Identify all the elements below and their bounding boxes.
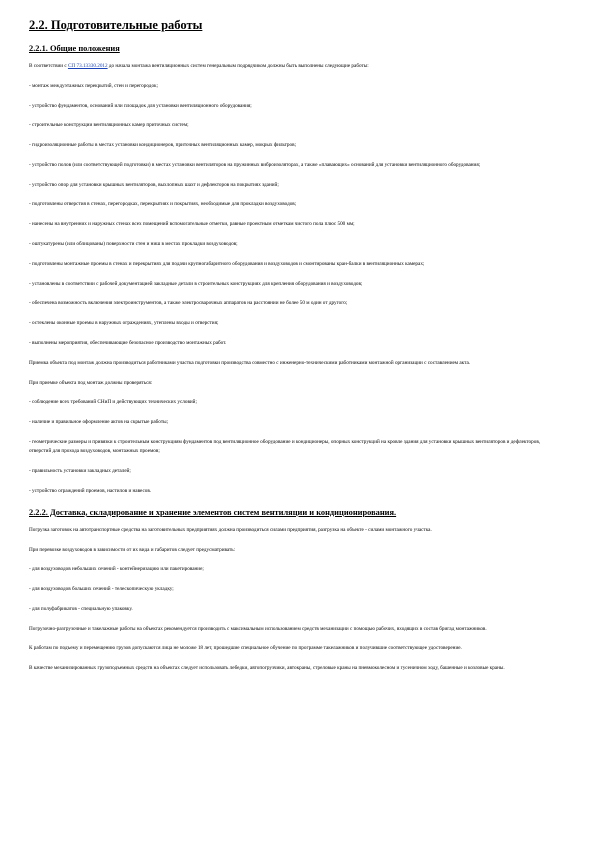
list-item: - для воздуховодов больших сечений - телескопическую укладку;: [29, 586, 174, 593]
list-item: - гидроизоляционные работы в местах установки кондиционеров, приточных вентиляционных камер, мокрых фильтров;: [29, 142, 297, 149]
section-heading-delivery: 2.2.2. Доставка, складирование и хранение элементов систем вентиляции и кондиционирования.: [29, 507, 397, 517]
list-item: - подготовлены отверстия в стенах, перегородках, перекрытиях и покрытиях, необходимые для прокладки воздуховодов;: [29, 201, 297, 208]
list-item: - остеклены оконные проемы в наружных ограждениях, утеплены входы и отверстия;: [29, 320, 219, 327]
list-item: - устройство ограждений проемов, настилов и навесов.: [29, 488, 152, 494]
list-item: - монтаж междуэтажных перекрытий, стен и перегородок;: [29, 82, 158, 89]
page-title: 2.2. Подготовительные работы: [29, 18, 203, 32]
list-item: - для воздуховодов небольших сечений - контейнеризацию или пакетирование;: [29, 566, 204, 573]
list-item: - соблюдение всех требований СНиП и действующих технических условий;: [29, 399, 197, 406]
list-item: - установлены в соответствии с рабочей документацией закладные детали в строительных конструкциях для крепления оборудования и воздуховодов;: [29, 280, 363, 287]
list-item: - нанесены на внутренних и наружных стенах всех помещений вспомогательные отметки, равные проектным отметкам чистого пола плюс 500 мм;: [29, 221, 355, 228]
list-item: - наличие и правильное оформление актов на скрытые работы;: [29, 419, 169, 426]
list-item: - выполнены мероприятия, обеспечивающие безопасное производство монтажных работ.: [29, 339, 227, 346]
section-heading-general: 2.2.1. Общие положения: [29, 44, 120, 53]
list-item: - строительные конструкции вентиляционных камер приточных систем;: [29, 122, 189, 129]
paragraph: При перевозке воздуховодов в зависимости от их вида и габаритов следует предусматривать:: [29, 546, 236, 553]
paragraph: К работам по подъему и перемещению грузов допускаются лица не моложе 18 лет, прошедшие специальное обучение по программе такелажников и получившие соответствующее удостоверение.: [29, 645, 462, 652]
paragraph: В качестве механизированных грузоподъемных средств на объектах следует использовать лебедки, автопогрузчики, автокраны, стреловые краны на пневмоколесном и гусеничном ходу, башенные и козловые краны.: [29, 665, 505, 672]
list-item: - правильность установки закладных деталей;: [29, 468, 131, 475]
paragraph-intro: [29, 62, 555, 72]
paragraph: Погрузочно-разгрузочные и такелажные работы на объектах рекомендуется производить с максимальным использованием средств механизации с помощью рабочих, входящих в состав бригад монтажников.: [29, 625, 487, 632]
list-item: - геометрические размеры и привязки к строительным конструкциям фундаментов под вентиляционное оборудование и кондиционеры, опорных конструкций на кровле здания для установки крышных вентиляторов и дефлекторов, отверстий для прохода воздуховодов, монтажных проемов;: [29, 438, 541, 455]
list-item: - устройство опор для установки крышных вентиляторов, выхлопных шахт и дефлекторов на покрытиях зданий;: [29, 181, 279, 188]
intro-text-after: до начала монтажа вентиляционных систем генеральным подрядчиком должны быть выполнены следующие работы:: [107, 63, 369, 69]
list-item: - устройство фундаментов, оснований или площадок для установки вентиляционного оборудования;: [29, 102, 252, 109]
list-item: - обеспечена возможность включения электроинструментов, а также электросварочных аппаратов на расстоянии не более 50 м один от другого;: [29, 300, 348, 307]
paragraph: При приемке объекта под монтаж должны проверяться:: [29, 379, 153, 386]
sp-reference-link[interactable]: СП 73.13330.2012: [67, 63, 108, 69]
intro-text-before: В соответствии с: [29, 63, 68, 69]
list-item: - оштукатурены (или облицованы) поверхности стен и ниш в местах прокладки воздуховодов;: [29, 241, 238, 248]
paragraph: Погрузка заготовок на автотранспортные средства на заготовительных предприятиях должна производиться силами предприятия, разгрузка на объекте - силами монтажного участка.: [29, 526, 432, 533]
list-item: - устройство полов (или соответствующей подготовки) в местах установки вентиляторов на пружинных виброизоляторах, а также «плавающих» оснований для установки вентиляционного оборудования;: [29, 161, 481, 168]
paragraph: Приемка объекта под монтаж должна производиться работниками участка подготовки производства совместно с инженерно-техническими работниками монтажной организации с составлением акта.: [29, 359, 471, 366]
list-item: - подготовлены монтажные проемы в стенах и перекрытиях для подачи крупногабаритного оборудования и воздуховодов и смонтированы кран-балки в вентиляционных камерах;: [29, 260, 425, 267]
list-item: - для полуфабрикатов - специальную упаковку.: [29, 605, 133, 612]
